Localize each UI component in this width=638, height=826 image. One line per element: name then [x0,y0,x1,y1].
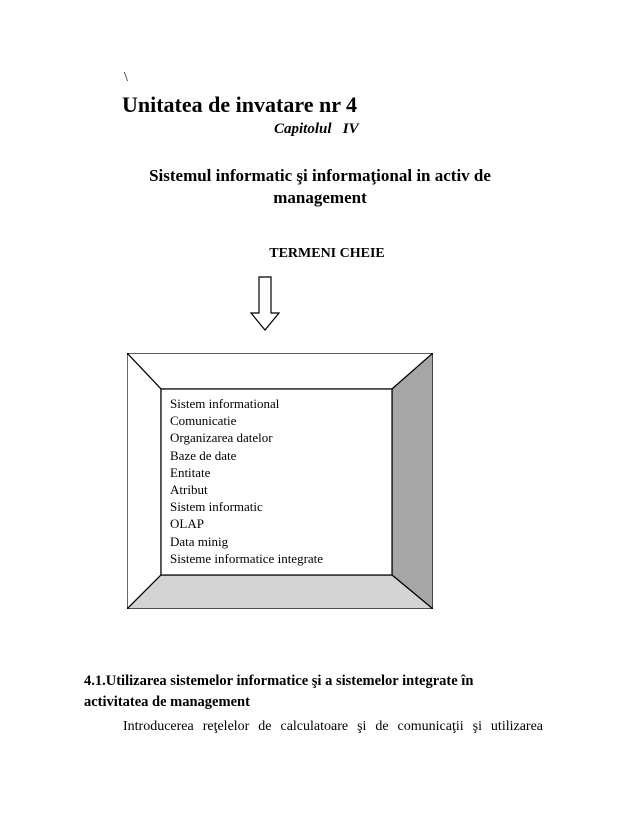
key-terms-list [170,395,323,567]
key-term: Sistem informatic [170,499,263,515]
key-term: Comunicatie [170,413,237,429]
chapter-heading [110,165,530,209]
key-term: Sistem informational [170,396,280,411]
key-term: OLAP [170,516,204,532]
chapter-heading-line1: Sistemul informatic şi informaţional in activ de [149,166,491,185]
key-term: Data minig [170,533,229,549]
down-arrow-icon [248,276,282,332]
key-term: Atribut [170,482,208,498]
unit-title: Unitatea de invatare nr 4 [122,92,358,117]
backslash-mark: \ [124,70,128,85]
chapter-heading-line2: management [273,188,367,207]
keywords-title: TERMENI CHEIE [269,246,385,261]
key-term: Organizarea datelor [170,430,273,446]
key-term: Sisteme informatice integrate [170,550,324,566]
chapter-label: Capitolul IV [274,121,359,137]
key-term: Entitate [170,464,211,480]
section-title [84,671,554,713]
body-paragraph: Introducerea reţelelor de calculatoare şi de comunicaţii şi utilizarea [123,719,543,734]
section-title-line2: activitatea de management [84,694,250,710]
section-title-line1: 4.1.Utilizarea sistemelor informatice şi a sistemelor integrate în [84,673,474,689]
key-term: Baze de date [170,447,237,463]
